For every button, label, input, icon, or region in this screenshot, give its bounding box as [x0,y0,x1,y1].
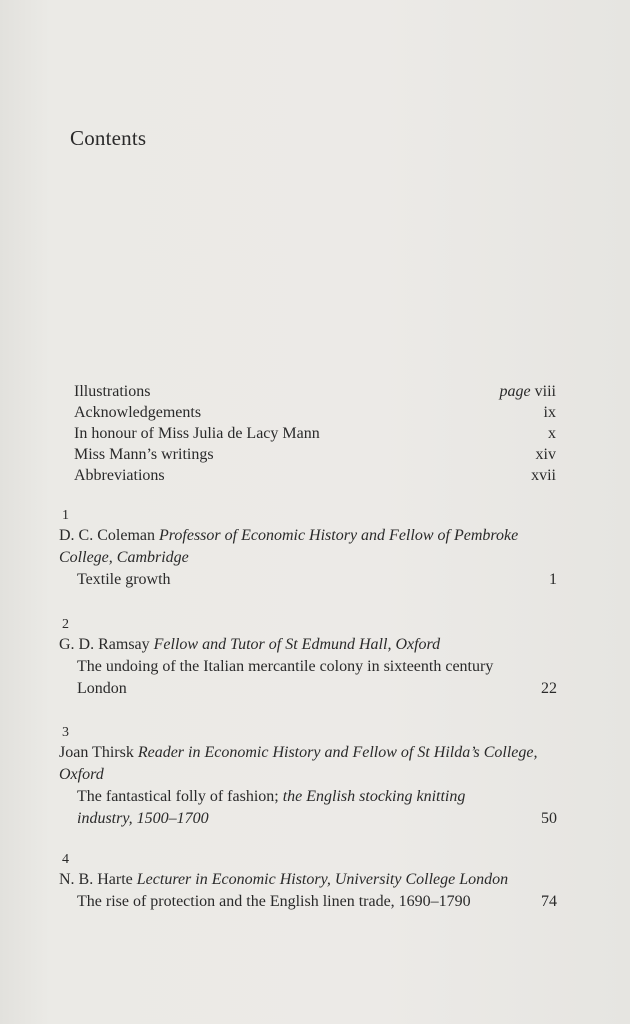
essay-author-line [59,742,557,786]
essay-title-italic: the English stocking knitting industry, 1500–1700 [77,788,466,827]
essay-title-row [59,656,557,700]
essay-title-text: The rise of protection and the English linen trade, 1690–1790 [77,893,471,910]
essay-title-row [59,786,557,830]
front-matter-item [74,423,556,444]
front-matter-page [500,381,556,402]
essay-author-line [59,634,557,656]
page-number: viii [534,383,556,400]
front-matter-page: ix [543,404,556,421]
front-matter-label: Illustrations [74,383,151,400]
show-through-text [360,46,364,63]
front-matter-item [74,381,556,402]
front-matter-page: x [548,425,556,442]
author-affiliation: Professor of Economic History and Fellow of Pembroke College, Cambridge [59,527,519,566]
author-name: G. D. Ramsay [59,636,150,653]
author-affiliation: Fellow and Tutor of St Edmund Hall, Oxford [153,636,441,653]
author-name: Joan Thirsk [59,744,134,761]
essay-title-text: Textile growth [77,571,171,588]
essay-author-line [59,869,557,891]
essay-title [77,569,517,591]
front-matter-item [74,444,556,465]
front-matter-label: Acknowledgements [74,404,202,421]
essay-title-row [59,569,557,591]
essay-number: 2 [62,617,69,632]
essay-number: 1 [62,508,69,523]
front-matter-label: Miss Mann’s writings [74,446,214,463]
essay-entry [59,724,557,830]
essay-title [77,656,517,700]
essay-page: 1 [549,571,557,588]
essay-page: 22 [541,680,557,697]
essay-number: 4 [62,852,69,867]
front-matter-page: xiv [535,446,556,463]
essay-entry [59,616,557,700]
essay-title [77,786,517,830]
essay-number: 3 [62,725,69,740]
essay-title-text: The fantastical folly of fashion; [77,788,279,805]
essay-page: 74 [541,893,557,910]
author-name: D. C. Coleman [59,527,155,544]
essay-title-text: The undoing of the Italian mercantile colony in sixteenth century London [77,658,494,697]
page-title: Contents [70,126,147,150]
author-name: N. B. Harte [59,871,133,888]
front-matter-label: Abbreviations [74,467,165,484]
essay-title [77,891,517,913]
front-matter-item [74,465,556,486]
page-prefix: page [499,383,531,400]
essay-page: 50 [541,810,557,827]
front-matter-label: In honour of Miss Julia de Lacy Mann [74,425,320,442]
author-affiliation: Reader in Economic History and Fellow of St Hilda’s College, Oxford [59,744,538,783]
essay-entry [59,507,557,591]
front-matter-list [74,381,556,486]
essay-title-row [59,891,557,913]
essay-entry [59,851,557,913]
front-matter-item [74,402,556,423]
author-affiliation: Lecturer in Economic History, University College London [136,871,509,888]
essay-author-line [59,525,557,569]
front-matter-page: xvii [531,467,556,484]
